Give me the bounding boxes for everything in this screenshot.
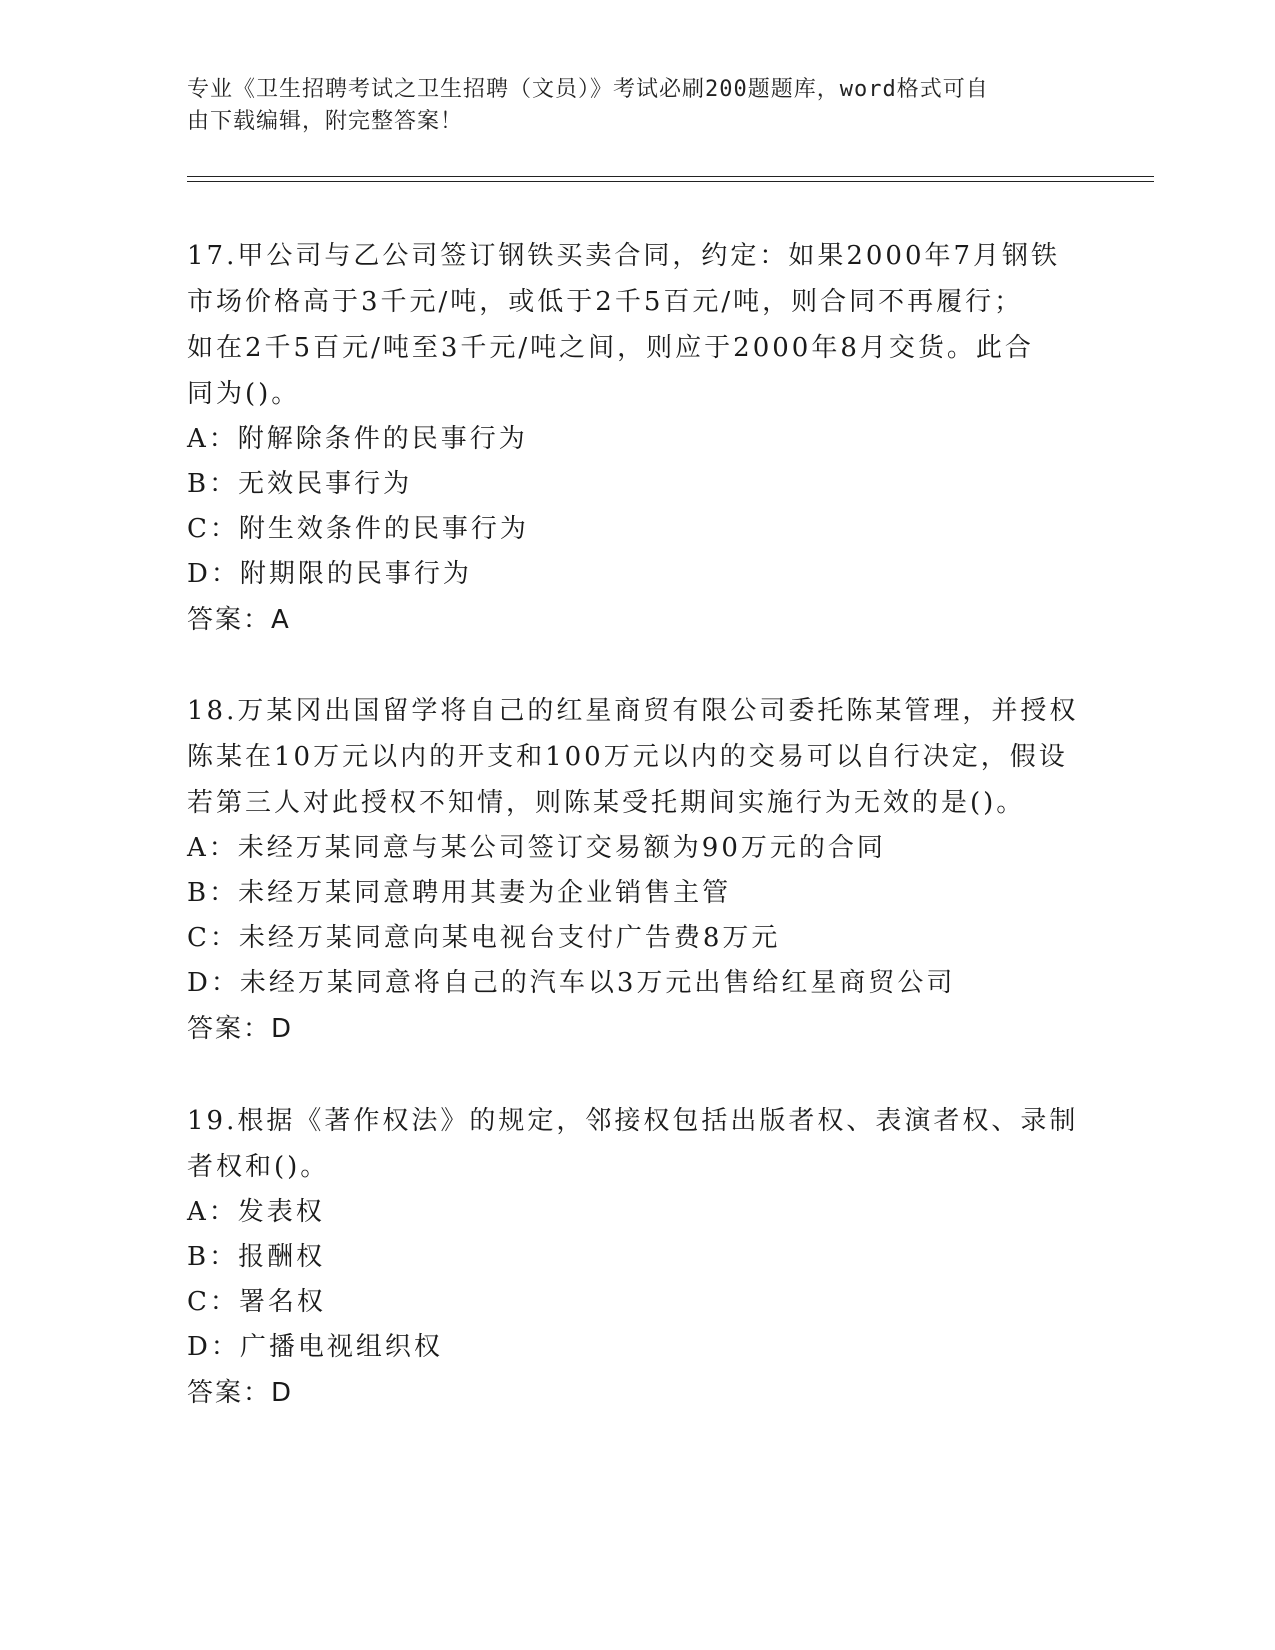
option-b: B：未经万某同意聘用其妻为企业销售主管 (187, 878, 732, 908)
question-stem-line: 陈某在10万元以内的开支和100万元以内的交易可以自行决定，假设 (187, 742, 1068, 772)
question-stem-line: 如在2千5百元/吨至3千元/吨之间，则应于2000年8月交货。此合 (187, 333, 1034, 363)
question-stem-line: 17.甲公司与乙公司签订钢铁买卖合同，约定：如果2000年7月钢铁 (187, 241, 1061, 271)
header-line: 由下载编辑，附完整答案！ (187, 109, 464, 134)
option-a: A：附解除条件的民事行为 (187, 424, 528, 454)
header-divider (187, 176, 1154, 177)
question-18 (187, 688, 1087, 1052)
question-19 (187, 1098, 1087, 1416)
answer-label: 答案：D (187, 1014, 294, 1044)
option-a: A：未经万某同意与某公司签订交易额为90万元的合同 (187, 833, 886, 863)
question-stem-line: 者权和()。 (187, 1152, 330, 1182)
option-c: C：署名权 (187, 1287, 326, 1317)
option-b: B：无效民事行为 (187, 469, 413, 499)
header-line: 专业《卫生招聘考试之卫生招聘（文员）》考试必刷200题题库，word格式可自 (187, 77, 989, 102)
option-c: C：未经万某同意向某电视台支付广告费8万元 (187, 923, 781, 953)
question-stem-line: 18.万某冈出国留学将自己的红星商贸有限公司委托陈某管理，并授权 (187, 696, 1079, 726)
question-stem-line: 市场价格高于3千元/吨，或低于2千5百元/吨，则合同不再履行； (187, 287, 1024, 317)
question-stem-line: 若第三人对此授权不知情，则陈某受托期间实施行为无效的是()。 (187, 788, 1026, 818)
option-a: A：发表权 (187, 1197, 325, 1227)
option-c: C：附生效条件的民事行为 (187, 514, 529, 544)
option-b: B：报酬权 (187, 1242, 326, 1272)
question-stem-line: 19.根据《著作权法》的规定，邻接权包括出版者权、表演者权、录制 (187, 1106, 1079, 1136)
answer-label: 答案：D (187, 1378, 294, 1408)
question-17 (187, 233, 1087, 643)
option-d: D：未经万某同意将自己的汽车以3万元出售给红星商贸公司 (187, 968, 956, 998)
document-header (187, 74, 1067, 138)
header-divider (187, 181, 1154, 182)
answer-label: 答案：A (187, 605, 291, 635)
option-d: D：附期限的民事行为 (187, 559, 472, 589)
question-stem-line: 同为()。 (187, 379, 301, 409)
option-d: D：广播电视组织权 (187, 1332, 443, 1362)
